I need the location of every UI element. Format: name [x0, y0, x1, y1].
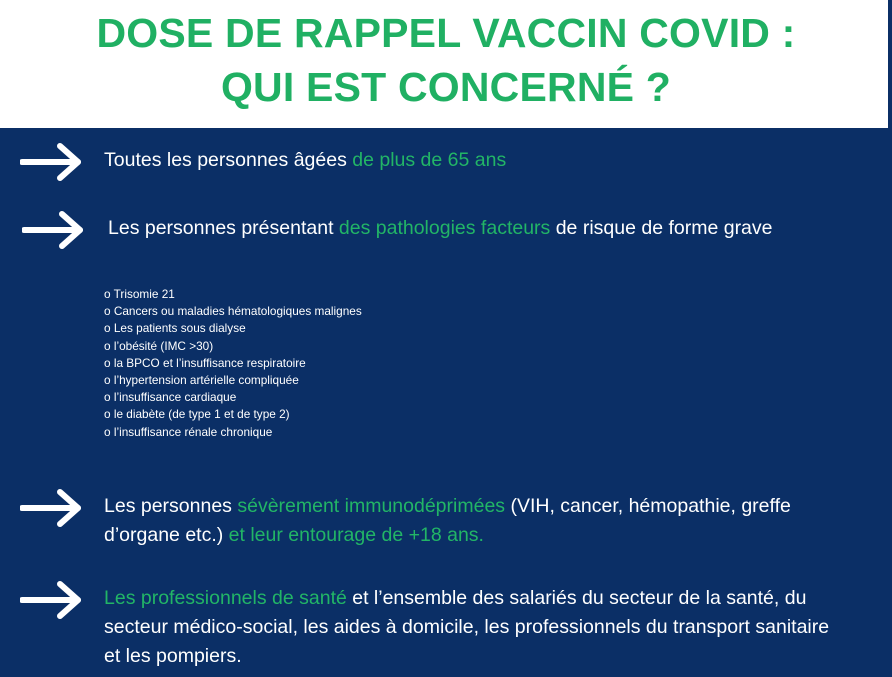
- section-immuno-highlight: sévèrement immunodéprimées: [237, 495, 506, 517]
- section-pathologies-text: Les personnes présentant: [108, 217, 339, 239]
- right-edge-stripe: [888, 0, 892, 677]
- section-pathologies: [108, 214, 840, 243]
- list-item: o Trisomie 21: [104, 287, 175, 301]
- section-age-highlight: de plus de 65 ans: [352, 149, 507, 171]
- section-pathologies-text-end: de risque de forme grave: [550, 217, 773, 239]
- list-item: o l’obésité (IMC >30): [104, 338, 214, 353]
- section-age: [104, 146, 804, 175]
- section-professionnels: [104, 584, 834, 671]
- right-arrow-icon: [22, 210, 86, 250]
- right-arrow-icon: [20, 580, 84, 620]
- content-panel: [0, 128, 888, 677]
- page-title-line-2: QUI EST CONCERNÉ ?: [220, 64, 672, 110]
- section-pathologies-highlight: des pathologies facteurs: [338, 217, 551, 239]
- list-item: o l’hypertension artérielle compliquée: [104, 373, 299, 388]
- list-item: o Cancers ou maladies hématologiques malignes: [104, 304, 362, 319]
- right-arrow-icon: [20, 142, 84, 182]
- header: [0, 0, 892, 128]
- list-item: o la BPCO et l’insuffisance respiratoire: [104, 355, 306, 370]
- section-pro-text: et l’ensemble des salariés du secteur de la santé, du secteur médico-social, les aides à domicile, les professionnels du transport sanitaire et les pompiers.: [104, 587, 830, 667]
- pathologies-list: [104, 286, 524, 441]
- section-age-text: Toutes les personnes âgées: [104, 149, 353, 171]
- list-item: o l’insuffisance cardiaque: [104, 390, 237, 405]
- section-pro-highlight: Les professionnels de santé: [104, 587, 347, 609]
- list-item: o le diabète (de type 1 et de type 2): [104, 407, 290, 422]
- list-item: o l’insuffisance rénale chronique: [104, 424, 273, 439]
- section-immuno-text: Les personnes: [104, 495, 238, 517]
- section-immunodeprimees: [104, 492, 834, 550]
- section-immuno-text-mid: (VIH, cancer, hémopathie, greffe d’organe etc.): [104, 495, 791, 546]
- section-immuno-highlight-end: et leur entourage de +18 ans.: [228, 524, 484, 546]
- list-item: o Les patients sous dialyse: [104, 321, 246, 336]
- page-title-line-1: DOSE DE RAPPEL VACCIN COVID :: [96, 10, 796, 56]
- right-arrow-icon: [20, 488, 84, 528]
